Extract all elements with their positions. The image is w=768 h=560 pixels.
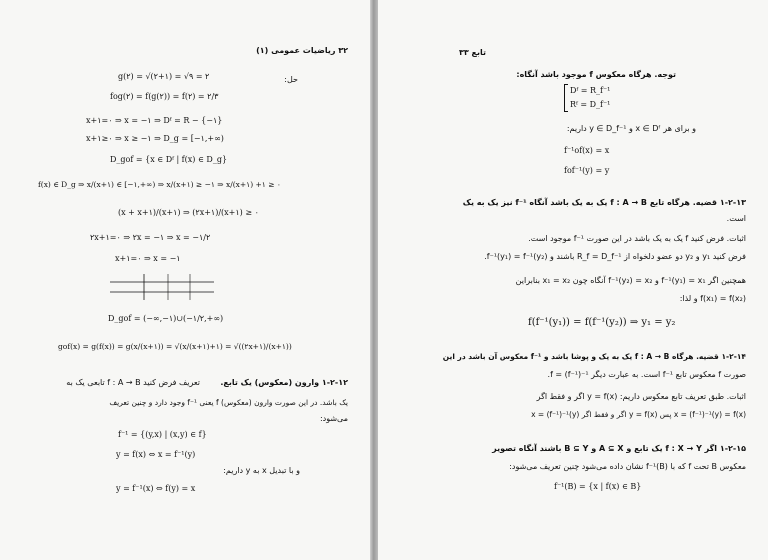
solution-label: حل: [284,75,298,84]
equation: x+۱=۰ ⇒ x = −۱ [115,254,181,263]
theorem-line: صورت f معکوس تابع f⁻¹ است. به عبارت دیگر f = (f⁻¹)⁻¹. [547,370,746,379]
equation: f⁻¹of(x) = x [564,146,610,155]
left-page-header: ۳۲ ریاضیات عمومی (۱) [256,46,348,55]
equation: f⁻¹ = {(y,x) | (x,y) ∈ f} [118,430,207,439]
equation: (x + x+۱)/(x+۱) ⇒ (۲x+۱)/(x+۱) ≥ ۰ [118,208,259,217]
equation: Dᶠ = R_f⁻¹ [570,86,611,95]
theorem-line: است. [726,214,746,223]
definition-line: ۱-۲-۱۵ اگر f : X → Y یک تابع و A ⊆ X و B ⊆ Y باشند آنگاه تصویر [492,444,746,453]
definition-line: تعریف فرض کنید f : A → B تابعی یک به [66,378,200,387]
paragraph-line: و برای هر x ∈ Dᶠ و y ∈ D_f⁻¹ داریم: [566,124,696,133]
proof-line: x = (f⁻¹)⁻¹(y) = f(x) پس y = f(x) اگر و فقط اگر x = (f⁻¹)⁻¹(y) [531,410,746,419]
equation: D_gof = (−∞,−۱)∪(−۱/۲,+∞) [108,314,224,323]
proof-line: همچنین اگر f⁻¹(y₁) = x₁ و f⁻¹(y₂) = x₂ آنگاه چون x₁ = x₂ بنابراین [515,276,746,285]
proof-line: f(x₁) = f(x₂) و لذا: [679,294,746,303]
equation: D_gof = {x ∈ Dᶠ | f(x) ∈ D_g} [110,155,228,164]
definition-line: و با تبدیل x به y داریم: [223,466,300,475]
right-page-header: تابع ۳۳ [458,48,486,57]
right-page [378,0,768,560]
theorem-line: ۱-۲-۱۴ قضیه. هرگاه f : A → B یک به یک و پوشا باشد و f⁻¹ معکوس آن باشد در این [442,352,746,361]
equation: x+۱≥۰ ⇒ x ≥ −۱ ⇒ D_g = [−۱,+∞) [86,134,224,143]
proof-line: فرض کنید y₁ و y₂ دو عضو دلخواه از R_f = D_f⁻¹ باشند و f⁻¹(y₁) = f⁻¹(y₂). [484,252,746,261]
equation: g(۲) = √(۲+۱) = √۹ = ۲ [118,72,210,81]
proof-line: اثبات. فرض کنید f یک به یک باشد در این صورت f⁻¹ موجود است. [528,234,746,243]
equation: y = f(x) ⇔ x = f⁻¹(y) [116,450,196,459]
sign-table [110,272,220,302]
definition-line: معکوس B تحت f که با f⁻¹(B) نشان داده می‌شود چنین تعریف می‌شود: [509,462,746,471]
equation: y = f⁻¹(x) ⇔ f(y) = x [116,484,196,493]
proof-line: اثبات. طبق تعریف تابع معکوس داریم: y = f(x) اگر و فقط اگر [536,392,746,401]
equation: fof⁻¹(y) = y [564,166,610,175]
note-title: توجه. هرگاه معکوس f موجود باشد آنگاه: [516,70,676,79]
equation: f⁻¹(B) = {x | f(x) ∈ B} [554,482,642,491]
equation: x+۱=۰ ⇒ x = −۱ ⇒ Dᶠ = R − {−۱} [86,116,223,125]
definition-line: می‌شود: [319,414,348,423]
definition-title: ۱-۲-۱۲ وارون (معکوس) یک تابع. [220,378,348,387]
equation: gof(x) = g(f(x)) = g(x/(x+۱)) = √(x/(x+۱)+۱) = √((۲x+۱)/(x+۱)) [58,342,292,351]
left-page [0,0,370,560]
definition-line: یک باشد. در این صورت وارون (معکوس) f یعنی f⁻¹ وجود دارد و چنین تعریف [109,398,348,407]
book-gutter [370,0,378,560]
theorem-line: ۱-۲-۱۳ قضیه. هرگاه تابع f : A → B یک به یک باشد آنگاه f⁻¹ نیز یک به یک [462,198,746,207]
equation: ۲x+۱=۰ ⇒ ۲x = −۱ ⇒ x = −۱/۲ [90,233,211,242]
equation: fog(۲) = f(g(۲)) = f(۲) = ۲/۳ [110,92,219,101]
equation: f(x) ∈ D_g ⇒ x/(x+۱) ∈ [−۱,+∞) ⇒ x/(x+۱) ≥ −۱ ⇒ x/(x+۱) +۱ ≥ ۰ [38,180,281,189]
equation: Rᶠ = D_f⁻¹ [570,100,611,109]
system-brace [564,84,568,112]
equation: f(f⁻¹(y₁)) = f(f⁻¹(y₂)) ⇒ y₁ = y₂ [528,317,676,328]
